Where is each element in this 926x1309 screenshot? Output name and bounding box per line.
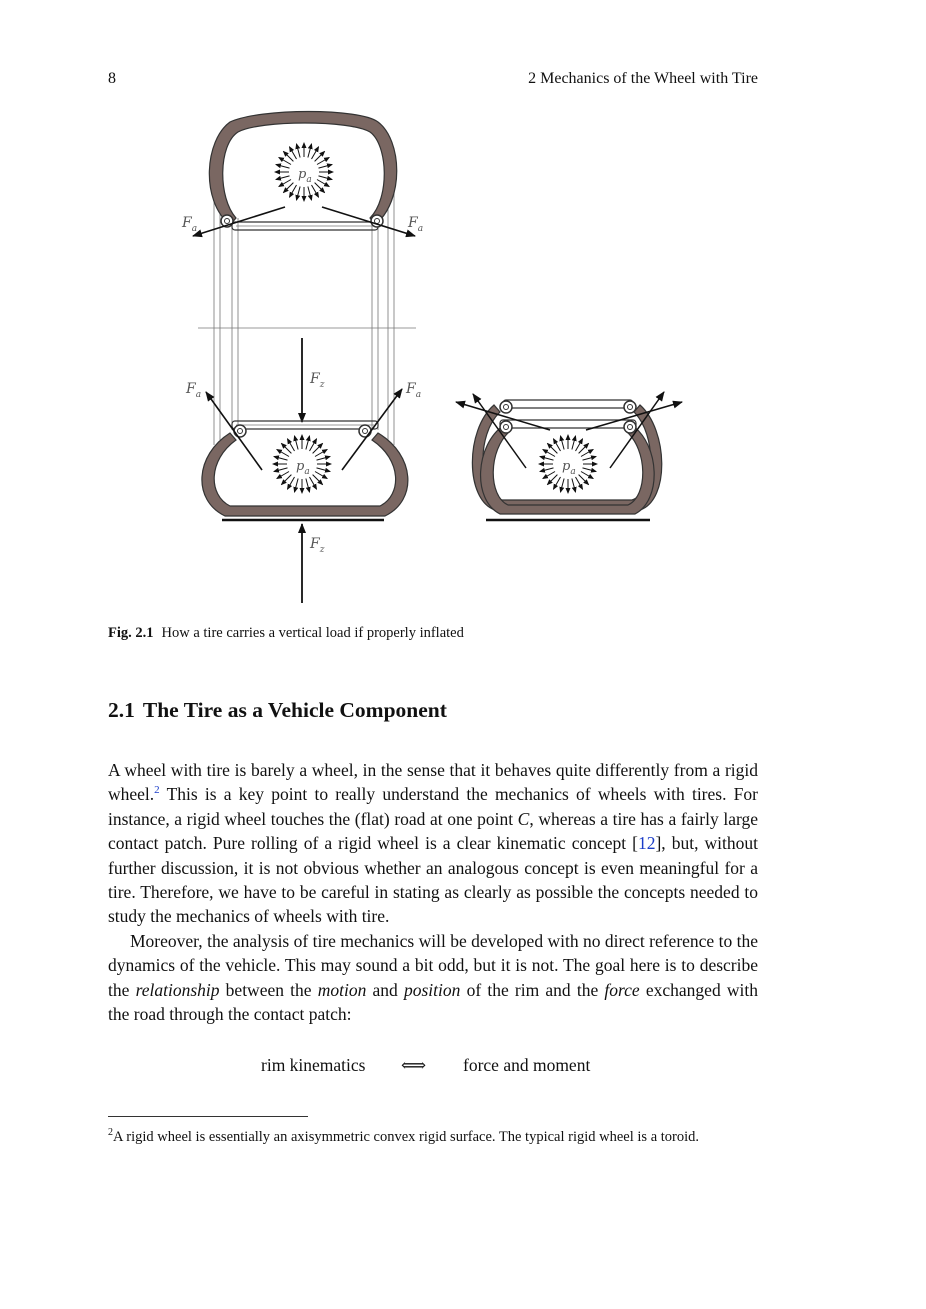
figure-caption — [108, 625, 464, 642]
pressure-label-top: $p_a$ — [298, 167, 312, 185]
pressure-arrow — [276, 164, 290, 168]
paragraph-1: A wheel with tire is barely a wheel, in the sense that it behaves quite differently from a rigid wheel.$^2$ This is a key point to really understand the mechanics of wheels with tires. For instance, a rigid wheel touches the (flat) road at one point C, whereas a tire has a fairly large contact patch. Pure rolling of a rigid wheel is a clear kinematic concept [12], but, without further discussion, it is not obvious whether an analogous concept is even meaningful for a tire. Therefore, we have to be careful in stating as clearly as possible the concepts needed to study the mechanics of wheels with tire. — [108, 760, 758, 927]
pressure-arrow — [543, 472, 555, 479]
pressure-label-right: $p_a$ — [562, 459, 576, 477]
pressure-arrow — [540, 456, 554, 460]
pressure-arrow — [308, 186, 312, 200]
pressure-arrow — [283, 183, 293, 193]
pressure-arrow — [277, 450, 289, 457]
pressure-arrow — [547, 475, 557, 485]
top-tire — [181, 112, 423, 237]
pressure-arrow — [276, 176, 290, 180]
footnote — [108, 1127, 758, 1147]
pressure-arrow — [310, 477, 317, 489]
pressure-arrow — [288, 439, 295, 451]
equation-right: force and moment — [463, 1055, 591, 1075]
pressure-arrow — [279, 180, 291, 187]
pressure-arrow — [315, 472, 327, 479]
section-title: The Tire as a Vehicle Component — [142, 698, 447, 722]
running-header: 2 Mechanics of the Wheel with Tire — [528, 70, 758, 87]
section-number: 2.1 — [108, 698, 135, 722]
pressure-arrow — [579, 475, 589, 485]
pressure-arrow — [547, 443, 557, 453]
pressure-arrow — [288, 477, 295, 489]
label-fz-bottom: $F_z$ — [310, 536, 325, 555]
pressure-arrow — [576, 439, 583, 451]
label-fa-bottom-left: $F_a$ — [186, 381, 202, 400]
label-fa-top-left: $F_a$ — [182, 215, 198, 234]
figure-2-1 — [170, 100, 730, 610]
page-number: 8 — [108, 70, 116, 87]
caption-label: Fig. 2.1 — [108, 625, 154, 641]
pressure-arrow — [581, 472, 593, 479]
footnote-ref-link[interactable]: 2 — [154, 784, 160, 797]
pressure-arrow — [316, 468, 330, 472]
footnote-mark: 2 — [108, 1127, 113, 1139]
pressure-arrow — [306, 436, 310, 450]
pressure-arrow — [274, 468, 288, 472]
pressure-arrow — [572, 478, 576, 492]
pressure-arrow — [560, 436, 564, 450]
pressure-arrow — [315, 450, 327, 457]
pressure-arrow — [281, 443, 291, 453]
pressure-arrow — [283, 151, 293, 161]
pressure-arrow — [313, 475, 323, 485]
pressure-arrow — [318, 164, 332, 168]
bottom-left-tire — [185, 381, 421, 520]
pressure-arrow — [540, 468, 554, 472]
pressure-arrow — [296, 186, 300, 200]
label-fa-top-right: $F_a$ — [408, 215, 424, 234]
pressure-arrow — [316, 456, 330, 460]
pressure-arrow — [554, 477, 561, 489]
pressure-arrow — [294, 436, 298, 450]
pressure-arrow — [294, 478, 298, 492]
pressure-arrow — [554, 439, 561, 451]
pressure-arrow — [317, 158, 329, 165]
section-heading — [108, 698, 447, 723]
pressure-arrow — [290, 147, 297, 159]
label-fa-bottom-right: $F_a$ — [406, 381, 422, 400]
pressure-arrow — [290, 185, 297, 197]
footnote-text: A rigid wheel is essentially an axisymmetric convex rigid surface. The typical rigid wheel is a toroid. — [113, 1129, 700, 1145]
caption-text: How a tire carries a vertical load if properly inflated — [161, 625, 464, 641]
pressure-label-bottom-left: $p_a$ — [296, 459, 310, 477]
footnote-divider — [108, 1116, 308, 1117]
pressure-arrow — [318, 176, 332, 180]
pressure-arrow — [543, 450, 555, 457]
pressure-arrow — [576, 477, 583, 489]
pressure-arrow — [274, 456, 288, 460]
pressure-arrow — [312, 185, 319, 197]
body-text — [108, 758, 758, 1026]
equation-left: rim kinematics — [261, 1055, 366, 1075]
pressure-arrow — [308, 144, 312, 158]
right-tire — [456, 392, 682, 520]
pressure-arrow — [312, 147, 319, 159]
pressure-arrow — [281, 475, 291, 485]
pressure-arrow — [572, 436, 576, 450]
pressure-arrow — [582, 456, 596, 460]
pressure-arrow — [560, 478, 564, 492]
pressure-arrow — [582, 468, 596, 472]
paragraph-2: Moreover, the analysis of tire mechanics will be developed with no direct reference to the dynamics of the vehicle. This may sound a bit odd, but it is not. The goal here is to describe the relationship between the motion and position of the rim and the force exchanged with the road through the contact patch: — [108, 930, 758, 1025]
equation-arrow: ⟺ — [401, 1055, 427, 1075]
label-fz-top: $F_z$ — [310, 371, 325, 390]
pressure-arrow — [279, 158, 291, 165]
pressure-arrow — [296, 144, 300, 158]
pressure-arrow — [317, 180, 329, 187]
pressure-arrow — [579, 443, 589, 453]
pressure-arrow — [315, 151, 325, 161]
pressure-arrow — [306, 478, 310, 492]
pressure-arrow — [315, 183, 325, 193]
pressure-arrow — [310, 439, 317, 451]
pressure-arrow — [277, 472, 289, 479]
pressure-arrow — [581, 450, 593, 457]
pressure-arrow — [313, 443, 323, 453]
citation-link[interactable]: 12 — [637, 833, 656, 854]
